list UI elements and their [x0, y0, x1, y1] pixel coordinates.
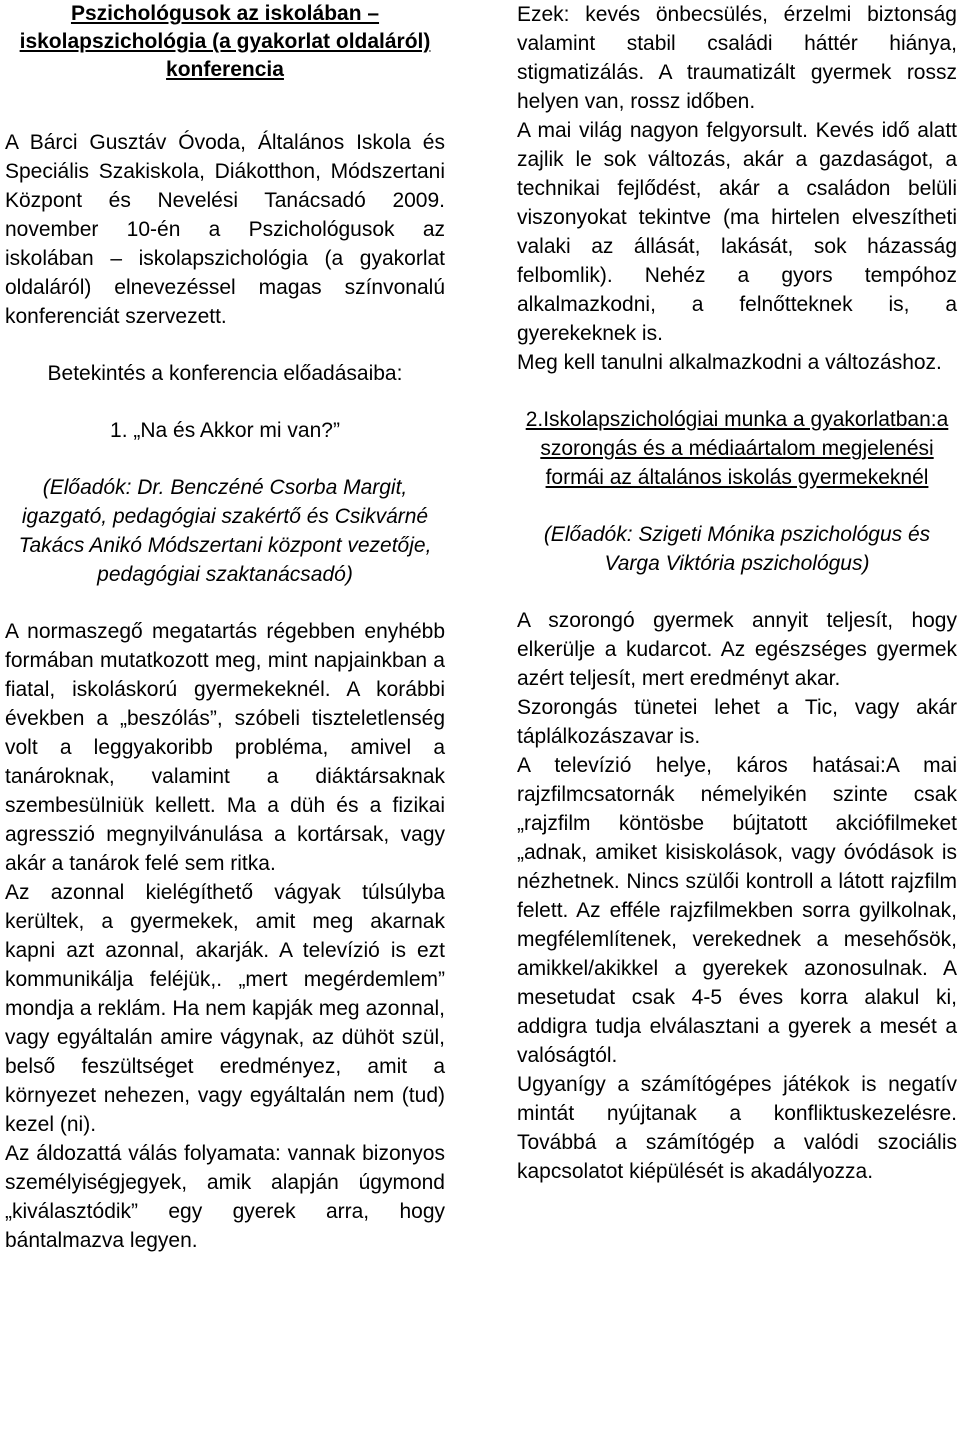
- talk2-title: 2.Iskolapszichológiai munka a gyakorlatban:a szorongás és a médiaártalom megjelenési formái az általános iskolás gyermekeknél: [525, 408, 949, 489]
- right-column: [517, 0, 957, 1186]
- right-paragraph: A televízió helye, káros hatásai:A mai rajzfilmcsatornák némelyikén szinte csak „rajzfilm köntösbe bújtatott akciófilmeket „adnak, amiket kisiskolások, vagy óvódások is nézhetnek. Nincs szülői kontroll a látott rajzfilm felett. Az efféle rajzfilmekben sorra gyilkolnak, megfélemlítenek, verekednek a mesehősök, amikkel/akikkel a gyerekek azonosulnak. A mesetudat csak 4-5 éves korra alakul ki, addigra tudja elválasztani a gyerek a mesét a valóságtól.: [517, 754, 957, 1067]
- left-paragraph: Az azonnal kielégíthető vágyak túlsúlyba kerültek, a gyermekek, amit meg akarnak kapni azt azonnal, akarják. A televízió is ezt kommunikálja feléjük,. „mert megérdemlem” mondja a reklám. Ha nem kapják meg azonnal, vagy egyáltalán amire vágynak, az dühöt szül, belső feszültséget eredményez, amit a környezet nehezen, vagy egyáltalán nem (tud) kezel (ni).: [5, 881, 445, 1136]
- talk1-speakers: (Előadók: Dr. Benczéné Csorba Margit, igazgató, pedagógiai szakértő és Csikvárné Takács Anikó Módszertani központ vezetője, pedagógiai szaktanácsadó): [18, 476, 432, 586]
- left-paragraph: Az áldozattá válás folyamata: vannak bizonyos személyiségjegyek, amik alapján úgymond „kiválasztódik” egy gyerek arra, hogy bántalmazva legyen.: [5, 1142, 445, 1252]
- overview-heading: Betekintés a konferencia előadásaiba:: [47, 362, 403, 385]
- talk2-speakers: (Előadók: Szigeti Mónika pszichológus és Varga Viktória pszichológus): [543, 523, 931, 575]
- right-paragraph: A mai világ nagyon felgyorsult. Kevés idő alatt zajlik le sok változás, akár a gazdaságot, a technikai fejlődést, akár a családon belüli viszonyokat tekintve (ma hirtelen elveszítheti valaki az állását, lakását, sok házasság felbomlik). Nehéz a gyors tempóhoz alkalmazkodni, a felnőtteknek is, a gyerekeknek is.: [517, 119, 957, 345]
- talk1-title: 1. „Na és Akkor mi van?”: [110, 419, 340, 442]
- left-paragraph: A normaszegő megatartás régebben enyhébb formában mutatkozott meg, mint napjainkban a fiatal, iskoláskorú gyermekeknél. A korábbi években a „beszólás”, szóbeli tiszteletlenség volt a leggyakoribb probléma, amivel a tanároknak, valamint a diáktársaknak szembesülniük kellett. Ma a düh és a fizikai agresszió megnyilvánulása a kortársak, vagy akár a tanárok felé sem ritka.: [5, 620, 445, 875]
- document-title: Pszichológusok az iskolában – iskolapszichológia (a gyakorlat oldaláról) konferencia: [19, 2, 431, 81]
- right-paragraph: Meg kell tanulni alkalmazkodni a változáshoz.: [517, 351, 942, 374]
- intro-paragraph: A Bárci Gusztáv Óvoda, Általános Iskola és Speciális Szakiskola, Diákotthon, Módszertani Központ és Nevelési Tanácsadó 2009. november 10-én a Pszichológusok az iskolában – iskolapszichológia (a gyakorlat oldaláról) elnevezéssel magas színvonalú konferenciát szervezett.: [5, 131, 445, 328]
- left-column: [5, 0, 445, 1255]
- right-paragraph: Ugyanígy a számítógépes játékok is negatív mintát nyújtanak a konfliktuskezelésre. Továbbá a számítógép a valódi szociális kapcsolatot kiépülését is akadályozza.: [517, 1073, 957, 1183]
- right-paragraph: A szorongó gyermek annyit teljesít, hogy elkerülje a kudarcot. Az egészséges gyermek azért teljesít, mert eredményt akar.: [517, 609, 957, 690]
- right-paragraph: Szorongás tünetei lehet a Tic, vagy akár táplálkozászavar is.: [517, 696, 957, 748]
- right-paragraph: Ezek: kevés önbecsülés, érzelmi biztonság valamint stabil családi háttér hiánya, stigmatizálás. A traumatizált gyermek rossz helyen van, rossz időben.: [517, 3, 957, 113]
